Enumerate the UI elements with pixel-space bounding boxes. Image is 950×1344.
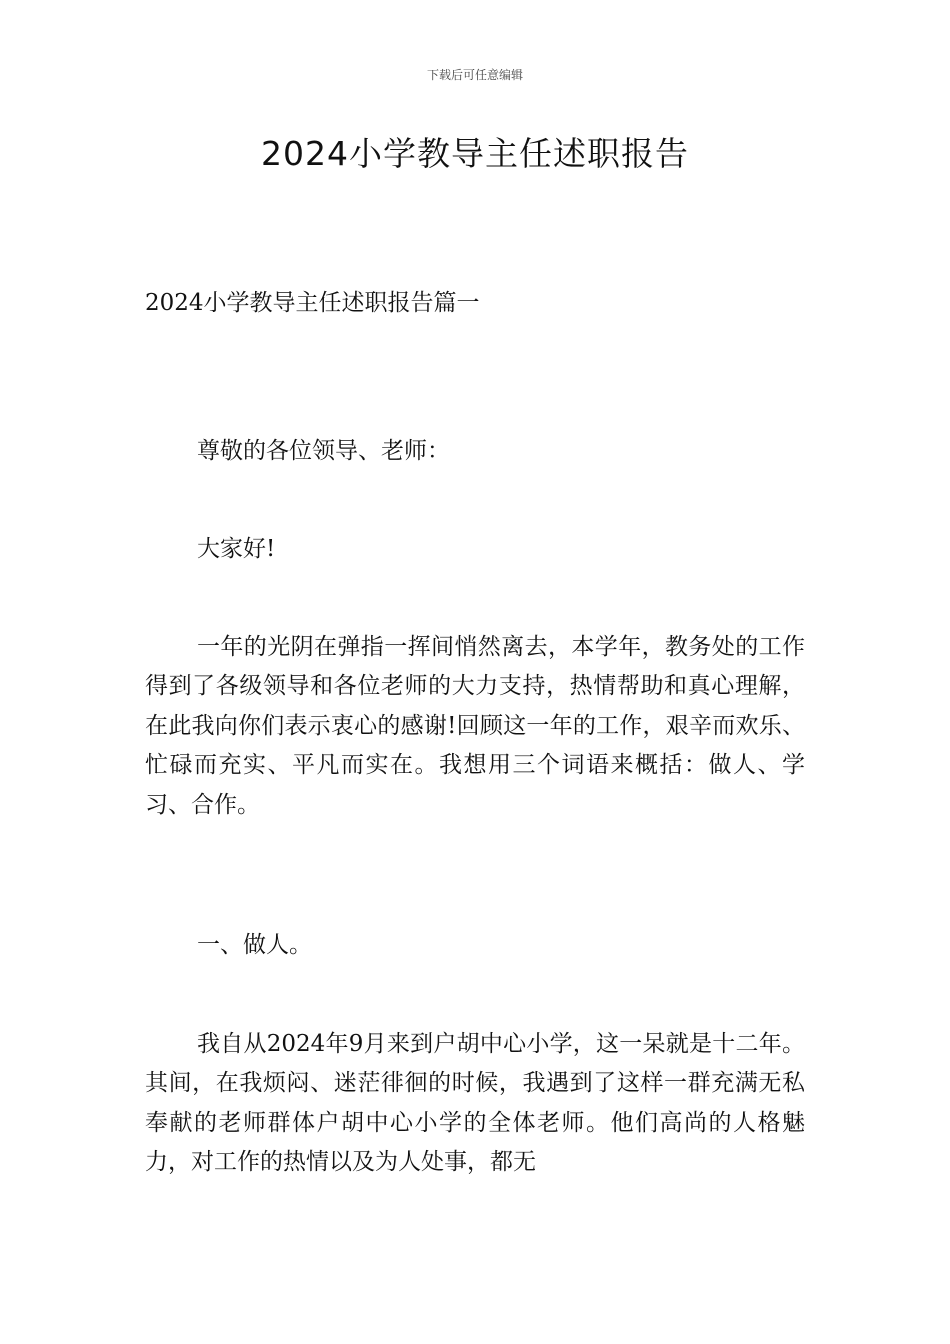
section-title: 2024小学教导主任述职报告篇一: [145, 290, 480, 316]
intro-paragraph: 一年的光阴在弹指一挥间悄然离去，本学年，教务处的工作得到了各级领导和各位老师的大力支持，热情帮助和真心理解，在此我向你们表示衷心的感谢!回顾这一年的工作，艰辛而欢乐、忙碌而充实、平凡而实在。我想用三个词语来概括：做人、学习、合作。: [145, 634, 805, 818]
greeting-paragraph: 尊敬的各位领导、老师：: [197, 438, 450, 464]
body-paragraph-1: 我自从2024年9月来到户胡中心小学，这一呆就是十二年。其间，在我烦闷、迷茫徘徊的时候，我遇到了这样一群充满无私奉献的老师群体户胡中心小学的全体老师。他们高尚的人格魅力，对工作的热情以及为人处事，都无: [145, 1031, 805, 1176]
header-note: 下载后可任意编辑: [426, 68, 523, 82]
document-title: 2024小学教导主任述职报告: [261, 134, 689, 173]
section-heading-1: 一、做人。: [197, 932, 312, 958]
hello-paragraph: 大家好!: [197, 536, 276, 562]
